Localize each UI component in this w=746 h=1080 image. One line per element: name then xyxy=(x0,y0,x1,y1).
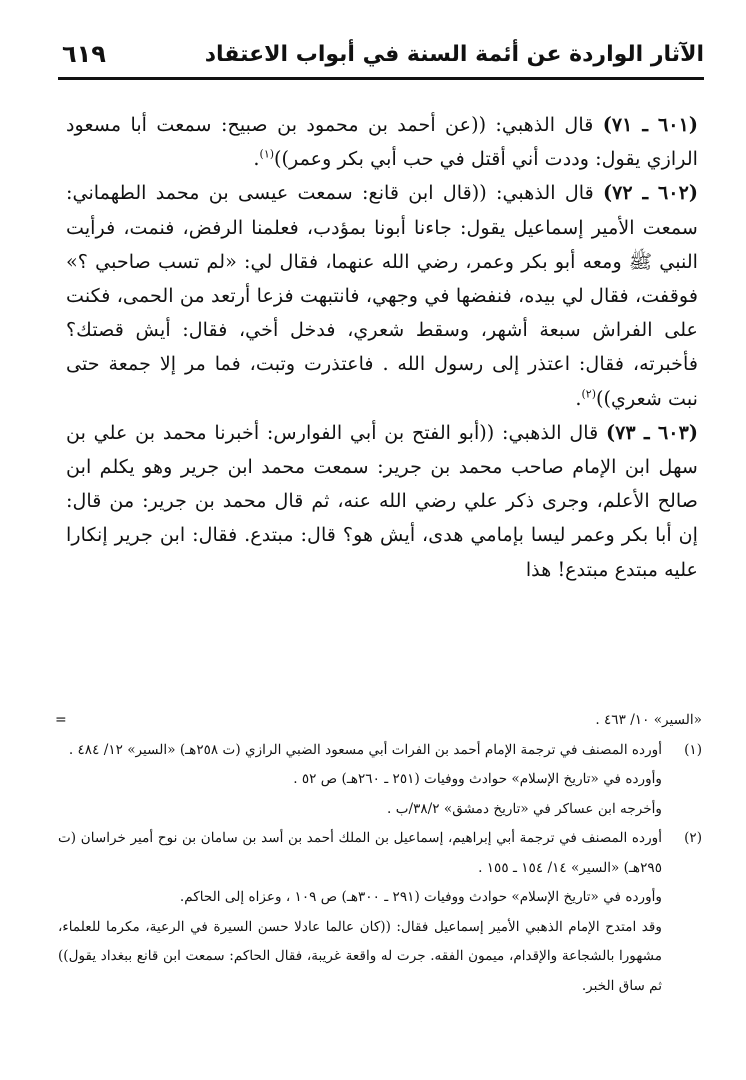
footnote-mark: (١) xyxy=(684,741,702,758)
footnote-line: أورده المصنف في ترجمة أبي إبراهيم، إسماعيل بن الملك أحمد بن أسد بن سامان بن نوح أمير خراسان (ت ٢٩٥هـ) «السير» ١٤/ ١٥٤ ـ ١٥٥ . xyxy=(58,830,662,876)
entry-601 xyxy=(66,108,698,176)
entry-number: (٦٠١ ـ ٧١) xyxy=(602,113,698,136)
footnote-continuation-mark: = xyxy=(55,712,67,728)
footnote-ref[interactable]: (٢) xyxy=(581,387,597,401)
entry-number: (٦٠٣ ـ ٧٣) xyxy=(606,420,698,444)
footnote-line: وأورده في «تاريخ الإسلام» حوادث ووفيات (٢٥١ ـ ٢٦٠هـ) ص ٥٢ . xyxy=(293,771,662,787)
footnote-line: أورده المصنف في ترجمة الإمام أحمد بن الفرات أبي مسعود الضبي الرازي (ت ٢٥٨هـ) «السير» ١٢/ ٤٨٤ . xyxy=(68,741,662,758)
entry-602 xyxy=(66,176,698,415)
footnote-line: وأخرجه ابن عساكر في «تاريخ دمشق» ٣٨/٢/ب . xyxy=(387,800,662,817)
header-rule xyxy=(58,77,704,80)
footnote-2 xyxy=(58,824,702,1001)
running-title: الآثار الواردة عن أئمة السنة في أبواب الاعتقاد xyxy=(204,42,704,67)
entry-text: قال الذهبي: ((عن أحمد بن محمود بن صبيح: سمعت أبا مسعود الرازي يقول: وددت أني أقتل في حب أبي بكر وعمر)) xyxy=(66,113,698,171)
footnote-ref[interactable]: (١) xyxy=(259,147,275,161)
footnote-line: وأورده في «تاريخ الإسلام» حوادث ووفيات (٢٩١ ـ ٣٠٠هـ) ص ١٠٩ ، وعزاه إلى الحاكم. xyxy=(179,889,662,905)
footnote-1 xyxy=(58,736,702,825)
footnotes xyxy=(58,706,702,1001)
footnote-body xyxy=(58,736,662,825)
running-header xyxy=(58,36,704,80)
entry-text: قال الذهبي: ((قال ابن قانع: سمعت عيسى بن محمد الطهماني: سمعت الأمير إسماعيل يقول: جاءنا أبونا بمؤدب، فعلمنا الرفض، فنمت، فرأيت النبي ﷺ ومعه أبو بكر وعمر، رضي الله عنهما، فقال لي: «لم تسب صاحبي ؟» فوقفت، فقال لي بيده، فنفضها في وجهي، فانتبهت فزعا أرتعد من الحمى، فكنت على الفراش سبعة أشهر، وسقط شعري، فدخل أخي، فقال: أيش قصتك؟ فأخبرته، فقال: اعتذر إلى رسول الله . فاعتذرت وتبت، فما مر إلا جمعة حتى نبت شعري)) xyxy=(66,181,698,410)
footnote-continuation: «السير» ١٠/ ٤٦٣ . xyxy=(595,712,702,728)
entry-number: (٦٠٢ ـ ٧٢) xyxy=(603,181,698,205)
footnote-line: وقد امتدح الإمام الذهبي الأمير إسماعيل فقال: ((كان عالما عادلا حسن السيرة في الرعية، مكرما للعلماء، مشهورا بالشجاعة والإقدام، ميمون الفقه. جرت له واقعة غريبة، فقال الحاكم: سمعت ابن قانع ببغداد يقول)) ثم ساق الخبر. xyxy=(58,918,662,994)
entry-end: . xyxy=(575,386,582,410)
page-number: ٦١٩ xyxy=(62,40,106,68)
footnote-body xyxy=(58,824,662,1001)
entry-text: قال الذهبي: ((أبو الفتح بن أبي الفوارس: أخبرنا محمد بن علي بن سهل ابن الإمام صاحب محمد بن جرير: سمعت محمد ابن جرير وهو يكلم ابن صالح الأعلم، وجرى ذكر علي رضي الله عنه، ثم قال محمد بن جرير: من قال: إن أبا بكر وعمر ليسا بإمامي هدى، أيش هو؟ قال: مبتدع. فقال: ابن جرير إنكارا عليه مبتدع مبتدع! هذا xyxy=(66,420,698,581)
entry-end: . xyxy=(253,147,260,171)
footnote-mark: (٢) xyxy=(684,830,702,846)
main-text xyxy=(66,108,698,587)
entry-603 xyxy=(66,416,698,587)
